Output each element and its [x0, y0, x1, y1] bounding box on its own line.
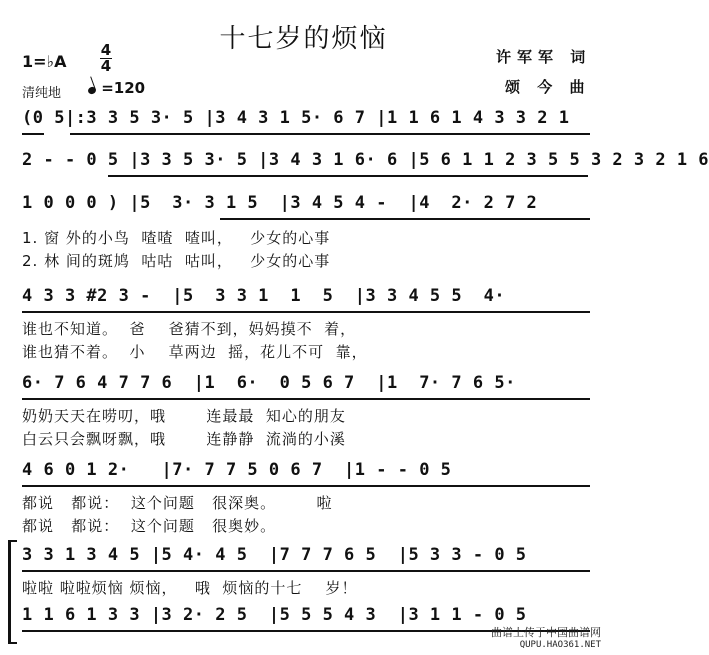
beam — [220, 218, 590, 220]
lyric-line: 1. 窗 外的小鸟 喳喳 喳叫， 少女的心事 — [22, 229, 331, 247]
score-row-6: 4 6 0 1 2· |7· 7 7 5 0 6 7 |1 - - 0 5 — [22, 460, 452, 480]
beam — [70, 133, 590, 135]
score-row-1: (0 5|:3 3 5 3· 5 |3 4 3 1 5· 6 7 |1 1 6 1 4 3 3 2 1 — [22, 108, 570, 128]
watermark-url: QUPU.HAO361.NET — [519, 640, 601, 650]
lyric-line: 啦啦 啦啦烦恼 烦恼， 哦 烦恼的十七 岁！ — [22, 579, 358, 597]
lyric-line: 都说 都说： 这个问题 很奥妙。 — [22, 517, 277, 535]
score-row-4: 4 3 3 #2 3 - |5 3 3 1 1 5 |3 3 4 5 5 4· — [22, 286, 506, 306]
song-title: 十七岁的烦恼 — [219, 24, 388, 54]
quarter-note-icon — [87, 86, 97, 95]
style-marking: 清纯地 — [22, 86, 62, 101]
score-row-8: 1 1 6 1 3 3 |3 2· 2 5 |5 5 5 4 3 |3 1 1 - 0 5 — [22, 605, 527, 625]
beam — [22, 485, 590, 487]
score-row-5: 6· 7 6 4 7 7 6 |1 6· 0 5 6 7 |1 7· 7 6 5· — [22, 373, 516, 393]
lyricist-credit: 许军军 词 — [496, 48, 592, 66]
tempo-marking — [88, 79, 145, 97]
score-row-3: 1 0 0 0 ) |5 3· 3 1 5 |3 4 5 4 - |4 2· 2 7 2 — [22, 193, 538, 213]
lyric-line: 谁也不知道。 爸 爸猜不到，妈妈摸不 着， — [22, 320, 357, 338]
beam — [22, 398, 590, 400]
watermark — [491, 627, 601, 651]
score-row-2: 2 - - 0 5 |3 3 5 3· 5 |3 4 3 1 6· 6 |5 6 1 1 2 3 5 5 3 2 3 2 1 6 — [22, 150, 709, 170]
beam — [22, 133, 44, 135]
composer-credit: 颂 今 曲 — [505, 78, 591, 96]
key-signature: 1=♭A — [22, 52, 67, 71]
beam — [22, 311, 590, 313]
meter-top: 4 — [100, 41, 112, 59]
beam — [22, 570, 590, 572]
tempo-value: =120 — [101, 79, 146, 97]
meter-bottom: 4 — [100, 57, 112, 75]
time-signature — [100, 43, 112, 74]
system-bracket — [8, 540, 17, 644]
beam — [108, 175, 588, 177]
lyric-line: 奶奶天天在唠叨，哦 连最最 知心的朋友 — [22, 407, 346, 425]
lyric-line: 谁也猜不着。 小 草两边 摇，花儿不可 靠， — [22, 343, 368, 361]
watermark-site: 曲谱上传于中国曲谱网 — [491, 626, 601, 639]
score-row-7: 3 3 1 3 4 5 |5 4· 4 5 |7 7 7 6 5 |5 3 3 - 0 5 — [22, 545, 527, 565]
lyric-line: 都说 都说： 这个问题 很深奥。 啦 — [22, 494, 333, 512]
lyric-line: 白云只会飘呀飘，哦 连静静 流淌的小溪 — [22, 430, 346, 448]
lyric-line: 2. 林 间的斑鸠 咕咕 咕叫， 少女的心事 — [22, 252, 331, 270]
